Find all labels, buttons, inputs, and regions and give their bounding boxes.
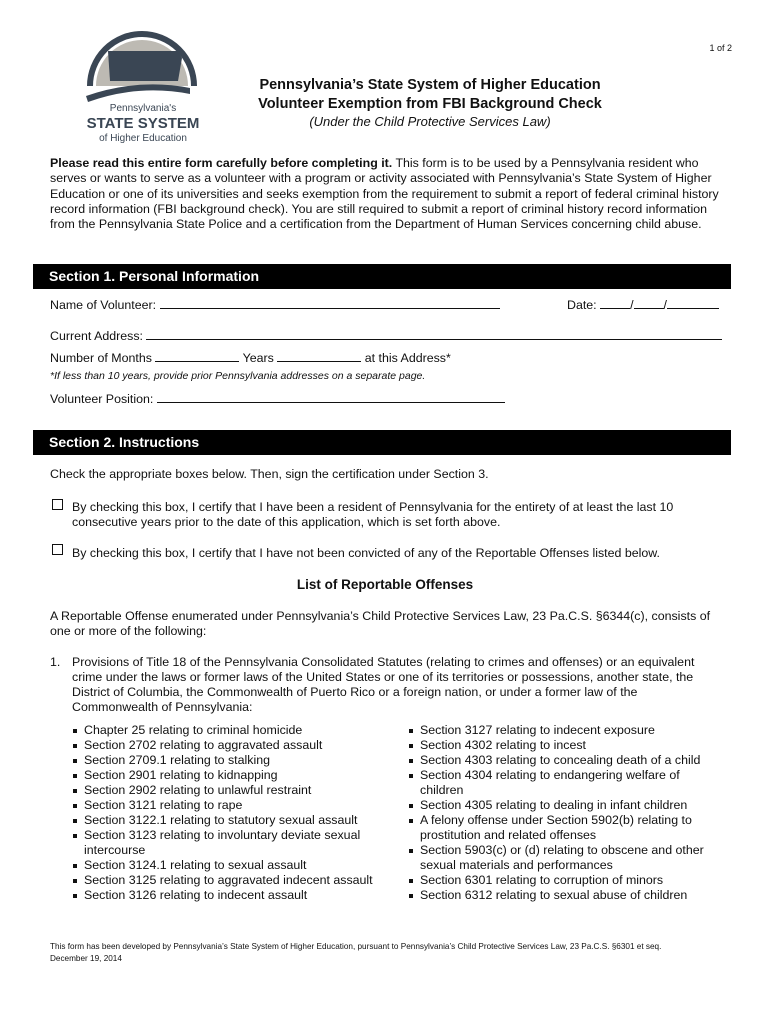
offense-item: Chapter 25 relating to criminal homicide <box>72 723 382 738</box>
offense-item: Section 3124.1 relating to sexual assault <box>72 858 382 873</box>
item-1-number: 1. <box>50 655 61 669</box>
offense-item: Section 3127 relating to indecent exposure <box>408 723 718 738</box>
intro-paragraph <box>50 156 730 232</box>
offense-item: Section 3123 relating to involuntary deviate sexual intercourse <box>72 828 382 858</box>
address-row <box>50 328 722 343</box>
offense-item: A felony offense under Section 5902(b) relating to prostitution and related offenses <box>408 813 718 843</box>
date-month-field[interactable] <box>600 297 630 309</box>
form-title-1: Pennsylvania’s State System of Higher Education <box>259 77 601 93</box>
offense-item: Section 6301 relating to corruption of minors <box>408 873 718 888</box>
offenses-list-right <box>408 723 718 903</box>
residency-statement: By checking this box, I certify that I have been a resident of Pennsylvania for the entirety of at least the last 10 consecutive years prior to the date of this application, which is set forth above. <box>72 500 674 529</box>
offenses-intro: A Reportable Offense enumerated under Pennsylvania’s Child Protective Services Law, 23 Pa.C.S. §6344(c), consists of one or more of the following: <box>50 609 711 638</box>
footer-date: December 19, 2014 <box>50 954 122 963</box>
years-label: Years <box>242 351 274 365</box>
date-day-field[interactable] <box>634 297 664 309</box>
section-2-header: Section 2. Instructions <box>33 430 731 455</box>
no-conviction-checkbox[interactable] <box>52 544 63 555</box>
offense-item: Section 3122.1 relating to statutory sexual assault <box>72 813 382 828</box>
footer <box>50 941 661 965</box>
offense-item: Section 4305 relating to dealing in infant children <box>408 798 718 813</box>
address-field[interactable] <box>146 328 722 340</box>
offenses-list-left <box>72 723 382 903</box>
position-label: Volunteer Position: <box>50 392 154 406</box>
months-label: Number of Months <box>50 351 152 365</box>
duration-row <box>50 350 451 365</box>
name-row <box>50 297 500 312</box>
intro-bold: Please read this entire form carefully before completing it. <box>50 156 393 170</box>
position-row <box>50 391 505 406</box>
date-label: Date: <box>567 298 597 312</box>
address-label: Current Address: <box>50 329 143 343</box>
offense-item: Section 3121 relating to rape <box>72 798 382 813</box>
intro-text: This form is to be used by a Pennsylvania resident who serves or wants to serve as a volunteer with a program or activity associated with Pennsylvania’s State System of Higher Education or one of its universities and seeks exemption from the requirement to submit a report of federal criminal history record information (FBI background check). You are still required to submit a report of criminal history record information from the Pennsylvania State Police and a certification from the Department of Human Services concerning child abuse. <box>50 156 719 232</box>
offense-item: Section 2902 relating to unlawful restraint <box>72 783 382 798</box>
offense-item: Section 2702 relating to aggravated assault <box>72 738 382 753</box>
months-field[interactable] <box>155 350 239 362</box>
date-row: Date: / / <box>567 297 719 312</box>
date-year-field[interactable] <box>667 297 719 309</box>
svg-text:STATE SYSTEM: STATE SYSTEM <box>86 115 200 132</box>
years-field[interactable] <box>277 350 361 362</box>
form-title-2: Volunteer Exemption from FBI Background Check <box>258 96 602 112</box>
section-1-header: Section 1. Personal Information <box>33 264 731 289</box>
offense-item: Section 3125 relating to aggravated indecent assault <box>72 873 382 888</box>
name-field[interactable] <box>160 297 500 309</box>
item-1-text: Provisions of Title 18 of the Pennsylvania Consolidated Statutes (relating to crimes and offenses) or an equivalent crime under the laws or former laws of the United States or one of its territories or possessions, another state, the District of Columbia, the Commonwealth of Puerto Rico or a foreign nation, or under a former law of the Commonwealth of Pennsylvania: <box>72 655 695 714</box>
instructions-text: Check the appropriate boxes below. Then, sign the certification under Section 3. <box>50 467 489 481</box>
offense-item: Section 5903(c) or (d) relating to obscene and other sexual materials and performances <box>408 843 718 873</box>
offense-item: Section 4304 relating to endangering welfare of children <box>408 768 718 798</box>
address-note: *If less than 10 years, provide prior Pennsylvania addresses on a separate page. <box>50 370 426 382</box>
form-subtitle: (Under the Child Protective Services Law) <box>309 114 551 129</box>
offense-item: Section 2901 relating to kidnapping <box>72 768 382 783</box>
svg-text:Pennsylvania's: Pennsylvania's <box>109 103 177 114</box>
offense-item: Section 2709.1 relating to stalking <box>72 753 382 768</box>
no-conviction-statement: By checking this box, I certify that I have not been convicted of any of the Reportable Offenses listed below. <box>72 546 660 560</box>
residency-checkbox[interactable] <box>52 499 63 510</box>
footer-text: This form has been developed by Pennsylvania’s State System of Higher Education, pursuant to Pennsylvania’s Child Protective Services Law, 23 Pa.C.S. §6301 et seq. <box>50 942 662 951</box>
offenses-heading: List of Reportable Offenses <box>296 577 474 592</box>
offense-item: Section 3126 relating to indecent assault <box>72 888 382 903</box>
position-field[interactable] <box>157 391 505 403</box>
offense-item: Section 4303 relating to concealing death of a child <box>408 753 718 768</box>
offense-item: Section 6312 relating to sexual abuse of children <box>408 888 718 903</box>
name-label: Name of Volunteer: <box>50 298 157 312</box>
svg-text:of Higher Education: of Higher Education <box>99 133 187 144</box>
offense-item: Section 4302 relating to incest <box>408 738 718 753</box>
page-number: 1 of 2 <box>709 43 732 53</box>
at-address-label: at this Address* <box>364 351 451 365</box>
